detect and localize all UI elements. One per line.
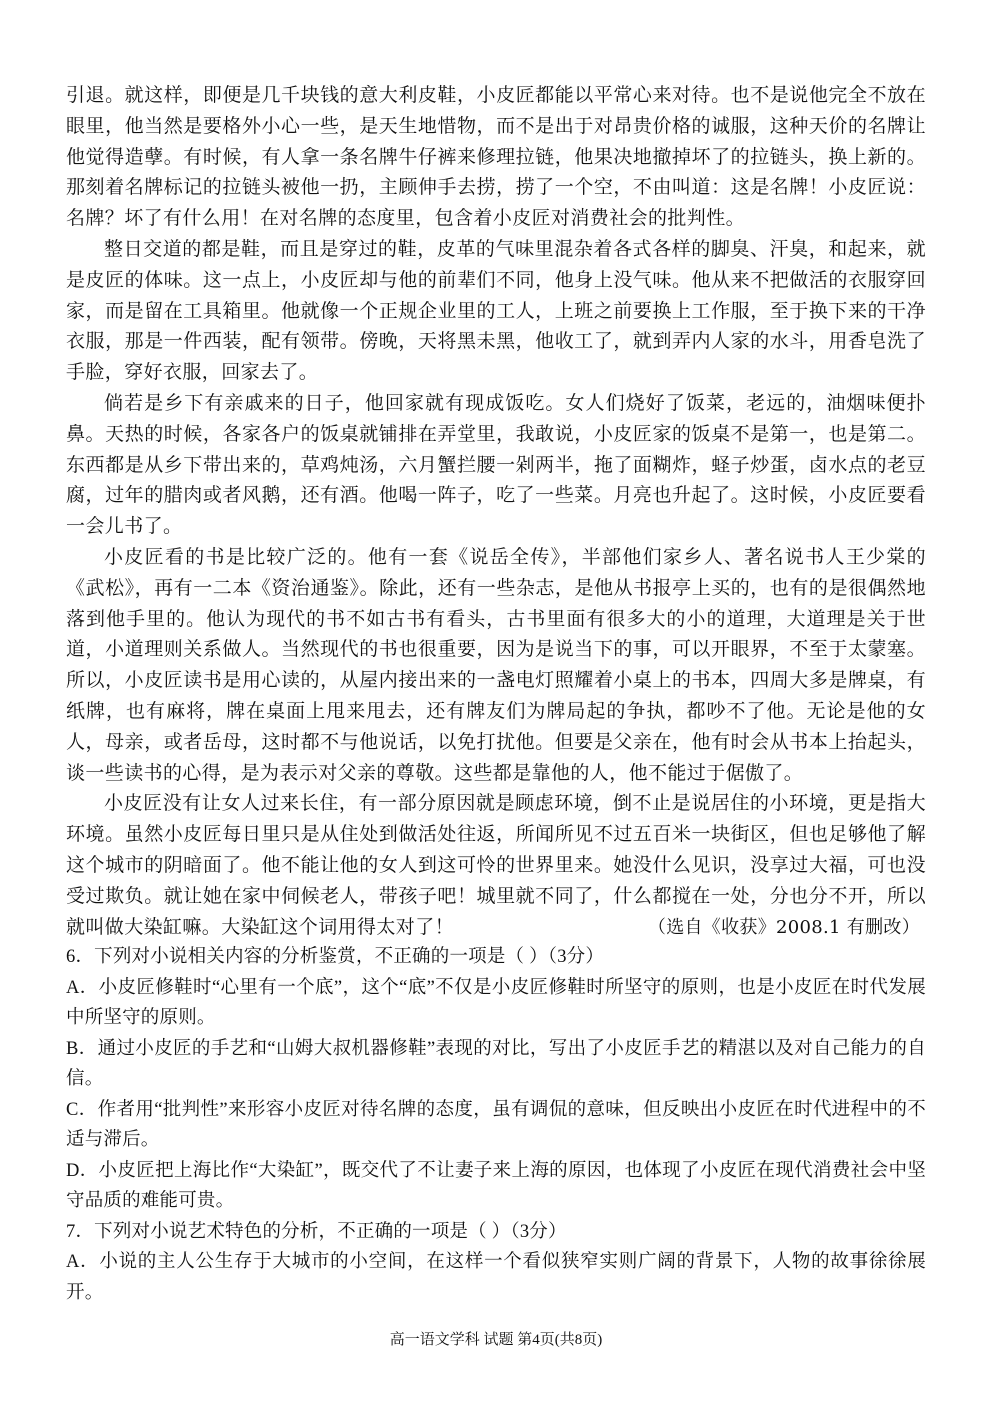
question-6-option-d: D．小皮匠把上海比作“大染缸”，既交代了不让妻子来上海的原因，也体现了小皮匠在现代消费社会中坚守品质的难能可贵。 bbox=[66, 1160, 926, 1211]
passage-paragraph-2: 整日交道的都是鞋，而且是穿过的鞋，皮革的气味里混杂着各式各样的脚臭、汗臭，和起来，就是皮匠的体味。这一点上，小皮匠却与他的前辈们不同，他身上没气味。他从来不把做活的衣服穿回家，而是留在工具箱里。他就像一个正规企业里的工人，上班之前要换上工作服，至于换下来的干净衣服，那是一件西装，配有领带。傍晚，天将黑未黑，他收工了，就到弄内人家的水斗，用香皂洗了手脸，穿好衣服，回家去了。 bbox=[66, 237, 926, 384]
question-6-option-b: B．通过小皮匠的手艺和“山姆大叔机器修鞋”表现的对比，写出了小皮匠手艺的精湛以及对自己能力的自信。 bbox=[66, 1038, 926, 1089]
reading-passage bbox=[66, 80, 926, 942]
question-7-option-a: A．小说的主人公生存于大城市的小空间，在这样一个看似狭窄实则广阔的背景下，人物的故事徐徐展开。 bbox=[66, 1252, 926, 1303]
passage-paragraph-4: 小皮匠看的书是比较广泛的。他有一套《说岳全传》，半部他们家乡人、著名说书人王少棠的《武松》，再有一二本《资治通鉴》。除此，还有一些杂志，是他从书报亭上买的，也有的是很偶然地落到他手里的。他认为现代的书不如古书有看头，古书里面有很多大的小的道理，大道理是关于世道，小道理则关系做人。当然现代的书也很重要，因为是说当下的事，可以开眼界，不至于太蒙塞。所以，小皮匠读书是用心读的，从屋内接出来的一盏电灯照耀着小桌上的书本，四周大多是牌桌，有纸牌，也有麻将，牌在桌面上甩来甩去，还有牌友们为牌局起的争执，都吵不了他。无论是他的女人，母亲，或者岳母，这时都不与他说话，以免打扰他。但要是父亲在，他有时会从书本上抬起头，谈一些读书的心得，是为表示对父亲的尊敬。这些都是靠他的人，他不能过于倨傲了。 bbox=[66, 545, 926, 784]
questions-section bbox=[66, 942, 926, 1308]
passage-paragraph-3: 倘若是乡下有亲戚来的日子，他回家就有现成饭吃。女人们烧好了饭菜，老远的，油烟味便扑鼻。天热的时候，各家各户的饭桌就铺排在弄堂里，我敢说，小皮匠家的饭桌不是第一，也是第二。东西都是从乡下带出来的，草鸡炖汤，六月蟹拦腰一剁两半，拖了面糊炸，蛏子炒蛋，卤水点的老豆腐，过年的腊肉或者风鹅，还有酒。他喝一阵子，吃了一些菜。月亮也升起了。这时候，小皮匠要看一会儿书了。 bbox=[66, 391, 926, 538]
passage-paragraph-5: 小皮匠没有让女人过来长住，有一部分原因就是顾虑环境，倒不止是说居住的小环境，更是指大环境。虽然小皮匠每日里只是从住处到做活处往返，所闻所见不过五百米一块街区，但也足够他了解这个城市的阴暗面了。他不能让他的女人到这可怜的世界里来。她没什么见识，没享过大福，可也没受过欺负。就让她在家中伺候老人，带孩子吧！城里就不同了，什么都搅在一处，分也分不开，所以就叫做大染缸嘛。大染缸这个词用得太对了！ bbox=[66, 792, 926, 938]
passage-source: （选自《收获》2008.1 有删改） bbox=[647, 917, 920, 938]
passage-paragraph-1: 引退。就这样，即便是几千块钱的意大利皮鞋，小皮匠都能以平常心来对待。也不是说他完全不放在眼里，他当然是要格外小心一些，是天生地惜物，而不是出于对昂贵价格的诚服，这种天价的名牌让他觉得造孽。有时候，有人拿一条名牌牛仔裤来修理拉链，他果决地撤掉坏了的拉链头，换上新的。那刻着名牌标记的拉链头被他一扔，主顾伸手去捞，捞了一个空，不由叫道：这是名牌！小皮匠说：名牌？坏了有什么用！在对名牌的态度里，包含着小皮匠对消费社会的批判性。 bbox=[66, 84, 926, 230]
question-6-option-a: A．小皮匠修鞋时“心里有一个底”，这个“底”不仅是小皮匠修鞋时所坚守的原则，也是小皮匠在时代发展中所坚守的原则。 bbox=[66, 977, 926, 1028]
page-footer: 高一语文学科 试题 第4页(共8页) bbox=[389, 1332, 603, 1348]
question-7-stem: 7．下列对小说艺术特色的分析，不正确的一项是（ ）（3分） bbox=[66, 1221, 567, 1242]
question-6-option-c: C．作者用“批判性”来形容小皮匠对待名牌的态度，虽有调侃的意味，但反映出小皮匠在时代进程中的不适与滞后。 bbox=[66, 1099, 926, 1150]
question-6-stem: 6．下列对小说相关内容的分析鉴赏，不正确的一项是（ ）（3分） bbox=[66, 947, 605, 967]
